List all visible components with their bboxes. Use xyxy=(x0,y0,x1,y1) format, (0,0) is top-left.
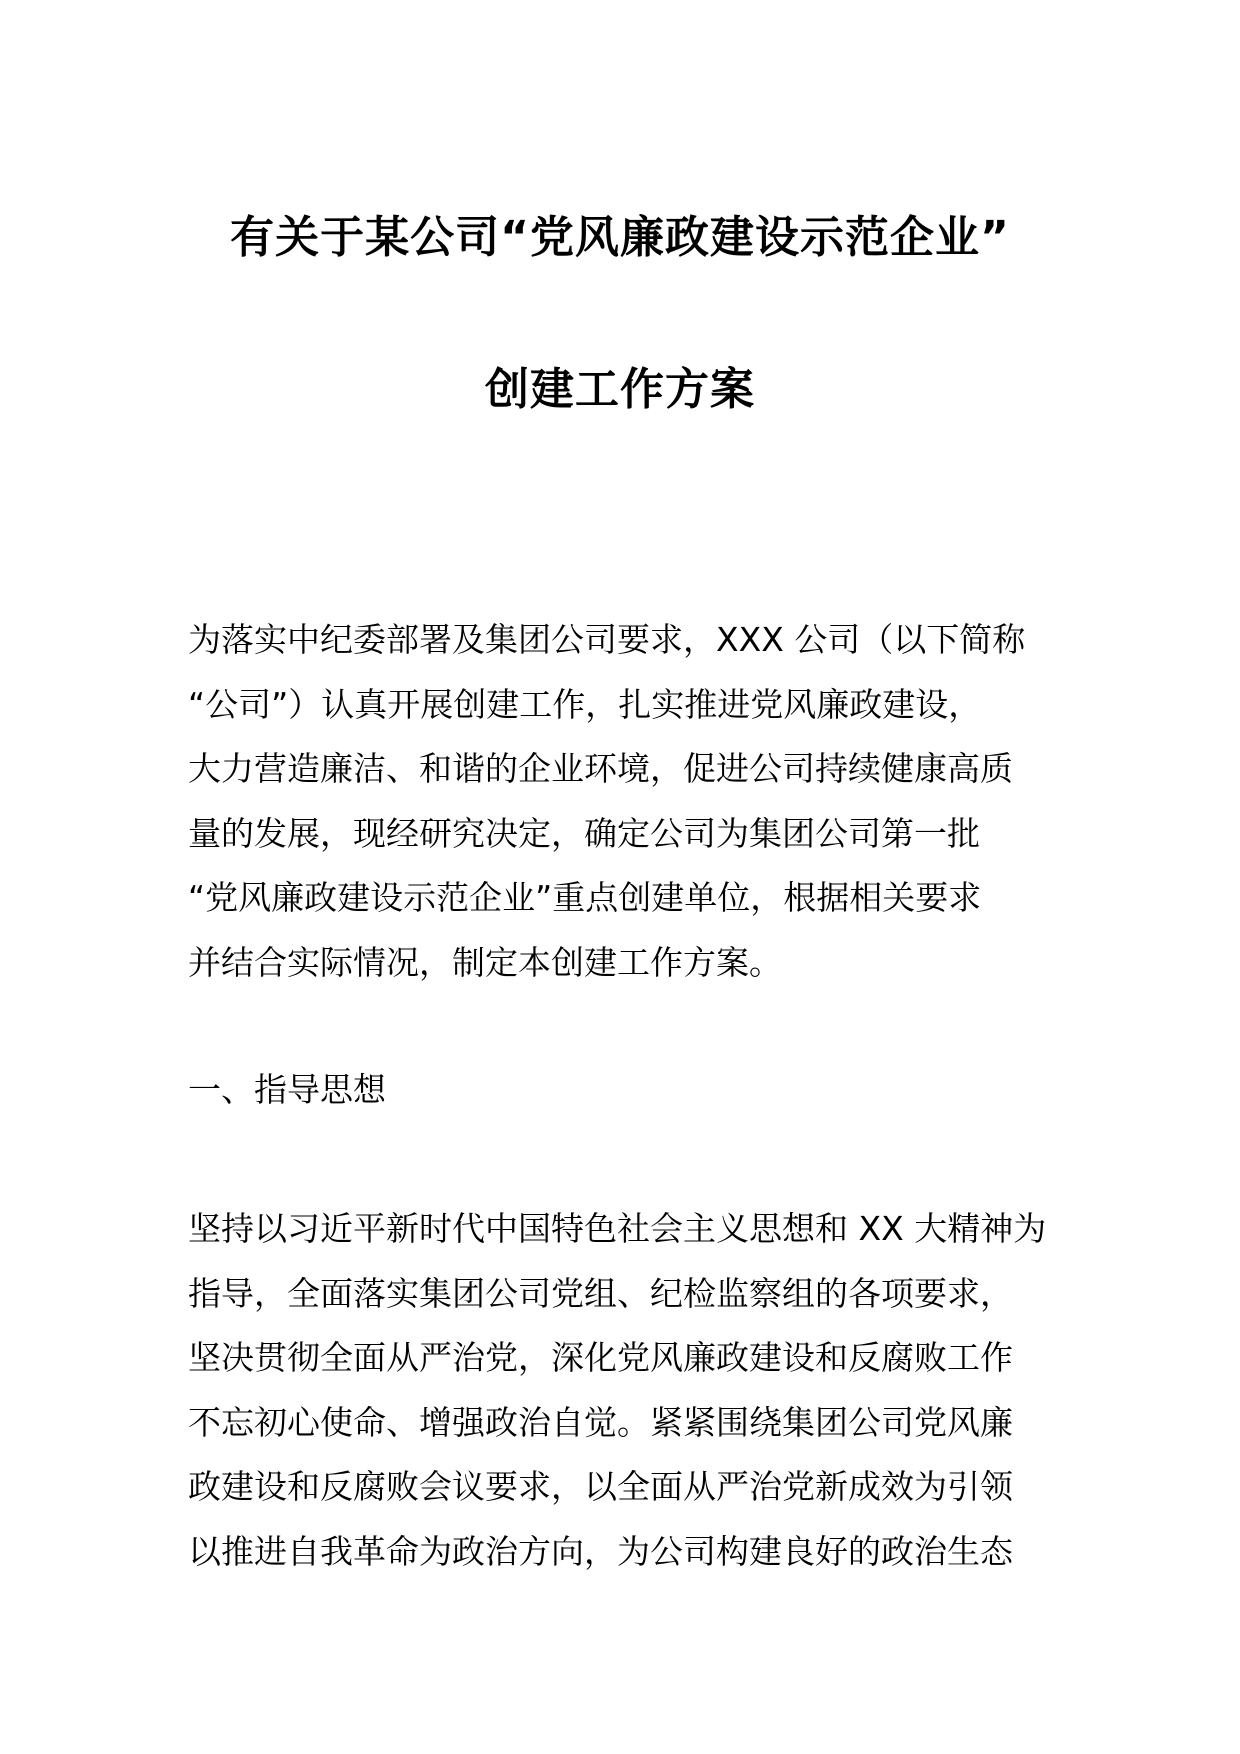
paragraph-line: 坚决贯彻全面从严治党，深化党风廉政建设和反腐败工作 xyxy=(188,1338,1013,1377)
paragraph-line: 政建设和反腐败会议要求，以全面从严治党新成效为引领 xyxy=(188,1467,1013,1506)
paragraph-line: 大力营造廉洁、和谐的企业环境，促进公司持续健康高质 xyxy=(188,749,1013,788)
paragraph-line: 坚持以习近平新时代中国特色社会主义思想和 XX 大精神为 xyxy=(188,1209,1047,1248)
paragraph-line: 不忘初心使命、增强政治自觉。紧紧围绕集团公司党风廉 xyxy=(188,1402,1013,1442)
intro-paragraph xyxy=(188,608,1058,995)
section-heading-guiding-ideology: 一、指导思想 xyxy=(188,1070,386,1109)
paragraph-line: “公司”）认真开展创建工作，扎实推进党风廉政建设， xyxy=(188,684,982,724)
paragraph-line: 为落实中纪委部署及集团公司要求，XXX 公司（以下简称 xyxy=(188,620,1026,659)
paragraph-line: 以推进自我革命为政治方向，为公司构建良好的政治生态 xyxy=(188,1531,1013,1571)
paragraph-line: “党风廉政建设示范企业”重点创建单位，根据相关要求 xyxy=(188,878,982,917)
paragraph-line: 量的发展，现经研究决定，确定公司为集团公司第一批 xyxy=(188,813,980,853)
document-title-line-2: 创建工作方案 xyxy=(485,364,755,415)
guiding-ideology-paragraph xyxy=(188,1197,1058,1584)
paragraph-line: 指导，全面落实集团公司党组、纪检监察组的各项要求， xyxy=(188,1273,1013,1313)
document-title-line-1: 有关于某公司“党风廉政建设示范企业” xyxy=(230,212,1010,263)
paragraph-line: 并结合实际情况，制定本创建工作方案。 xyxy=(188,942,782,982)
